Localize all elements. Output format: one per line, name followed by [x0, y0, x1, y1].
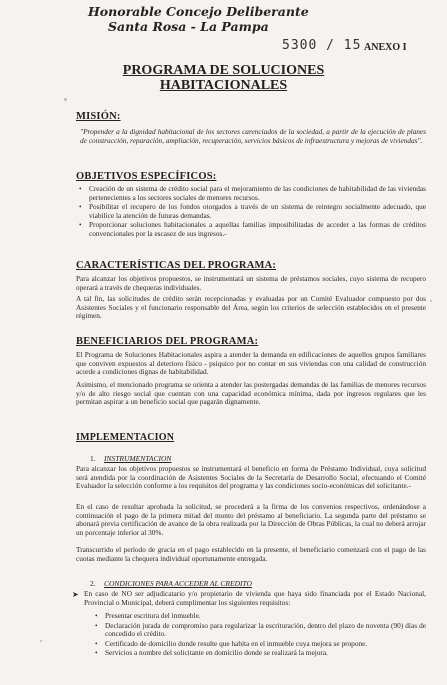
scan-speck — [430, 300, 432, 302]
objetivos-list — [76, 185, 426, 240]
caracteristicas-paragraph-1: Para alcanzar los objetivos propuestos, se instrumentará un sistema de préstamos sociales, cuyo sistema de recupero operará a través de chequeras individuales. — [76, 274, 426, 292]
mision-heading: MISIÓN: — [76, 111, 121, 122]
list-item: • Presentar escritura del inmueble. — [92, 612, 426, 621]
implementacion-heading: IMPLEMENTACION — [76, 432, 175, 443]
document-title-line-2: HABITACIONALES — [159, 78, 288, 93]
instrumentacion-paragraph-2: En el caso de resultar aprobada la solicitud, se procederá a la firma de los convenios respectivos, ordenándose a continuación el pago de la primera mitad del monto del préstamo al beneficiario. La segunda parte del préstamo se abonará previa certificación de avance de la obra realizada por la Dirección de Obras Públicas, la cual no deberá arrojar un porcentaje inferior al 30%. — [76, 502, 426, 537]
scan-speck — [40, 640, 42, 642]
arrow-bullet-icon: ➤ — [72, 590, 79, 599]
letterhead — [88, 4, 309, 34]
subheading-title: CONDICIONES PARA ACCEDER AL CREDITO — [104, 579, 252, 588]
scan-speck — [64, 98, 67, 101]
list-item: • Servicios a nombre del solicitante en domicilio donde se realizará la mejora. — [92, 649, 426, 658]
list-item: • Certificado de domicilio donde resulte que habita en el inmueble cuya mejora se propone. — [92, 640, 426, 649]
condiciones-paragraph: En caso de NO ser adjudicatario y/o propietario de vivienda que haya sido financiada por el Estado Nacional, Provincial o Municipal, deberá cumplimentar los siguientes requisitos: — [84, 589, 426, 607]
caracteristicas-paragraph-2: A tal fin, las solicitudes de crédito serán recepcionadas y evaluadas por un Comité Evaluador compuesto por dos Asistentes Sociales y el funcionario responsable del Área, según los criterios de selección establecidos en el presente régimen. — [76, 294, 426, 321]
list-item: • Posibilitar el recupero de los fondos otorgados a través de un sistema de reintegro socialmente adecuado, que viabilice la atención de futuras demandas. — [76, 203, 426, 220]
beneficiarios-paragraph-2: Asimismo, el mencionado programa se orienta a atender las postergadas demandas de las familias de menores recursos y/o de alto riesgo social que cuentan con una capacidad económica mínima, dada por ingresos regulares que les permitan aspirar a un beneficio social que pagarán dignamente. — [76, 380, 426, 407]
subheading-number: 2. — [90, 579, 96, 588]
instrumentacion-paragraph-3: Transcurrido el período de gracia en el pago establecido en la presente, el beneficiario comenzará con el pago de las cuotas mediante la chequera individual oportunamente entregada. — [76, 545, 426, 563]
instrumentacion-subheading — [90, 454, 171, 463]
subheading-number: 1. — [90, 454, 96, 463]
annex-label: ANEXO I — [364, 42, 407, 53]
caracteristicas-heading: CARACTERÍSTICAS DEL PROGRAMA: — [76, 260, 277, 271]
requisitos-list — [92, 612, 426, 659]
subheading-title: INSTRUMENTACION — [104, 454, 172, 463]
letterhead-location: Santa Rosa - La Pampa — [108, 19, 269, 34]
letterhead-institution: Honorable Concejo Deliberante — [88, 4, 309, 19]
mision-text: "Propender a la dignidad habitacional de los sectores carenciados de la sociedad, a partir de la ejecución de planes de construcción, reparación, ampliación, recuperación, servicios básicos de infraestructura y mejoras de viviendas". — [80, 127, 426, 145]
condiciones-subheading — [90, 579, 252, 588]
beneficiarios-paragraph-1: El Programa de Soluciones Habitacionales aspira a atender la demanda en edificaciones de aquellos grupos familiares que conviven expuestos al deterioro físico - psíquico por no contar en sus viviendas con una calidad de construcción acorde a condiciones dignas de habitabilidad. — [76, 350, 426, 377]
instrumentacion-paragraph-1: Para alcanzar los objetivos propuestos se instrumentará el beneficio en forma de Préstamo Individual, cuya solicitud será atendida por la coordinación de Asistentes Sociales de la Secretaría de Desarrollo Social, efectuando el Comité Evaluador la selección conforme a los requisitos del programa y las condiciones socio-económicas del solicitante.- — [76, 464, 426, 491]
document-number-stamp: 5300 / 15 — [282, 38, 362, 53]
list-item: • Proporcionar soluciones habitacionales a aquellas familias imposibilitadas de acceder a las formas de créditos convencionales por la escasez de sus ingresos.- — [76, 221, 426, 238]
list-item: • Declaración jurada de compromiso para regularizar la escrituración, dentro del plazo de noventa (90) días de concedido el crédito. — [92, 622, 426, 639]
objetivos-heading: OBJETIVOS ESPECÍFICOS: — [76, 171, 217, 182]
beneficiarios-heading: BENEFICIARIOS DEL PROGRAMA: — [76, 336, 259, 347]
list-item: • Creación de un sistema de crédito social para el mejoramiento de las condiciones de habitabilidad de las viviendas pertenecientes a los sectores sociales de menores recursos. — [76, 185, 426, 202]
document-title-line-1: PROGRAMA DE SOLUCIONES — [122, 63, 325, 78]
